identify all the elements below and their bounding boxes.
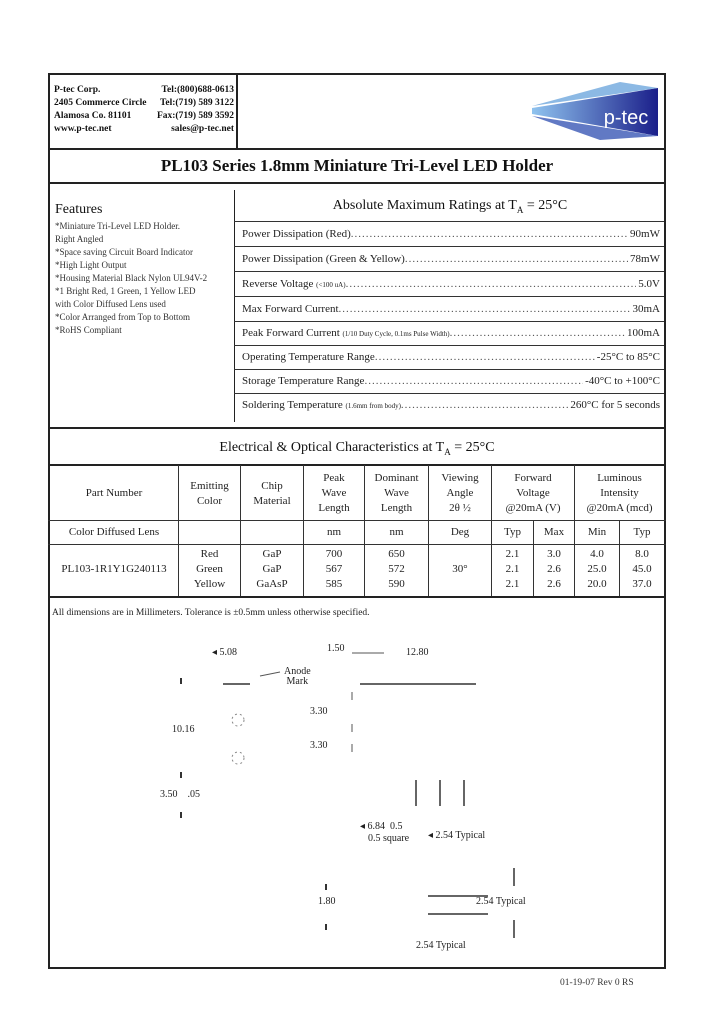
features-heading: Features xyxy=(55,202,103,217)
cell-iv-typ: 8.0 xyxy=(635,548,649,560)
cell-peak: 700 xyxy=(325,548,343,560)
cell-peak: 567 xyxy=(325,563,343,575)
part-number-value: PL103-1R1Y1G240113 xyxy=(61,563,167,575)
viewing-angle-value: 30° xyxy=(452,563,468,575)
rating-divider xyxy=(234,296,664,297)
rating-row: Power Dissipation (Green & Yellow) ..... 78mW xyxy=(242,253,660,265)
rating-divider xyxy=(234,393,664,394)
cell-vf-typ: 2.1 xyxy=(505,578,520,590)
cell-peak: 585 xyxy=(325,578,343,590)
section-rule xyxy=(48,427,666,429)
lens-label: Color Diffused Lens xyxy=(68,526,160,538)
unit-peak: nm xyxy=(326,526,342,538)
fax: Fax:(719) 589 3592 xyxy=(156,111,234,121)
cell-vf-max: 2.6 xyxy=(547,578,561,590)
feature-item: Right Angled xyxy=(55,234,104,244)
email: sales@p-tec.net xyxy=(171,124,234,134)
rating-divider xyxy=(234,369,664,370)
anode-mark-label: Anode Mark xyxy=(284,666,311,687)
rating-row: Storage Temperature Range ..... -40°C to +100°C xyxy=(242,375,660,387)
cell-iv-typ: 45.0 xyxy=(632,563,652,575)
tel-1: Tel:(800)688-0613 xyxy=(161,85,234,95)
dim-3-50: 3.50 .05 xyxy=(160,789,200,800)
ratings-left-border xyxy=(234,190,235,422)
feature-item: *Housing Material Black Nylon UL94V-2 xyxy=(55,273,208,283)
table-bottom-rule xyxy=(48,596,666,598)
website: www.p-tec.net xyxy=(54,124,112,134)
cell-vf-max: 3.0 xyxy=(547,548,561,560)
address-1: 2405 Commerce Circle xyxy=(54,98,147,108)
unit-vf-max: Max xyxy=(543,526,565,538)
ratings-rule xyxy=(234,221,664,222)
tel-2: Tel:(719) 589 3122 xyxy=(159,98,234,108)
cell-vf-typ: 2.1 xyxy=(505,548,520,560)
cell-chip: GaAsP xyxy=(256,578,288,590)
dim-10-16: 10.16 xyxy=(172,724,195,735)
cell-dominant: 590 xyxy=(388,578,405,590)
cell-vf-typ: 2.1 xyxy=(505,563,520,575)
address-2: Alamosa Co. 81101 xyxy=(54,111,132,121)
th-viewing: Viewing Angle 2θ ½ xyxy=(441,472,479,514)
characteristics-heading: Electrical & Optical Characteristics at $T_A = 25^\circ C$ xyxy=(219,440,495,457)
cell-iv-min: 25.0 xyxy=(587,563,607,575)
svg-text:p-tec: p-tec xyxy=(603,107,649,129)
dim-3-30-bottom: 3.30 xyxy=(310,740,328,751)
unit-dominant: nm xyxy=(389,526,404,538)
feature-item: *1 Bright Red, 1 Green, 1 Yellow LED xyxy=(55,286,196,296)
header-row-rule xyxy=(48,520,666,521)
unit-viewing: Deg xyxy=(450,526,470,538)
cell-color: Red xyxy=(200,548,219,560)
rating-divider xyxy=(234,321,664,322)
rating-row: Power Dissipation (Red) ..... 90mW xyxy=(242,228,660,240)
dim-3-30-top: 3.30 xyxy=(310,706,328,717)
rating-row: Reverse Voltage (<100 uA) ..... 5.0V xyxy=(242,278,660,290)
feature-item: *High Light Output xyxy=(55,260,127,270)
title-bottom-rule xyxy=(48,182,666,184)
rating-row: Peak Forward Current (1/10 Duty Cycle, 0.1ms Pulse Width) ..... 100mA xyxy=(242,327,660,339)
dimension-drawing xyxy=(176,640,556,1000)
unit-iv-min: Min xyxy=(587,526,607,538)
ratings-heading: Absolute Maximum Ratings at $T_A = 25^\circ C$ xyxy=(332,198,568,215)
cell-dominant: 572 xyxy=(388,563,405,575)
rating-row: Soldering Temperature (1.6mm from body) ..... 260°C for 5 seconds xyxy=(242,399,660,411)
dim-6-84: ◂ 6.84 0.5 xyxy=(360,821,403,832)
dim-5-08: ◂ 5.08 xyxy=(212,647,238,658)
dim-1-50: 1.50 xyxy=(327,643,345,654)
th-part-number: Part Number xyxy=(85,487,143,499)
header-divider xyxy=(236,73,238,149)
dim-pin-square: 0.5 square xyxy=(368,833,410,844)
cell-chip: GaP xyxy=(262,548,282,560)
ptec-logo-icon xyxy=(530,80,660,142)
ptec-logo xyxy=(530,80,660,142)
cell-chip: GaP xyxy=(262,563,282,575)
th-luminous: Luminous Intensity @20mA (mcd) xyxy=(586,472,653,514)
dim-2-54-typical-3: 2.54 Typical xyxy=(416,940,466,951)
rating-row: Max Forward Current ..... 30mA xyxy=(242,303,660,315)
cell-dominant: 650 xyxy=(388,548,405,560)
th-chip: Chip Material xyxy=(253,480,291,507)
th-peak: Peak Wave Length xyxy=(318,472,350,514)
rating-row: Operating Temperature Range ..... -25°C to 85°C xyxy=(242,351,660,363)
rating-divider xyxy=(234,271,664,272)
dim-12-80: 12.80 xyxy=(406,647,429,658)
rating-divider xyxy=(234,246,664,247)
feature-item: *Color Arranged from Top to Bottom xyxy=(55,312,190,322)
th-forward: Forward Voltage @20mA (V) xyxy=(505,472,561,514)
cell-iv-typ: 37.0 xyxy=(632,578,652,590)
features-block xyxy=(55,202,235,337)
revision-footer: 01-19-07 Rev 0 RS xyxy=(560,978,634,988)
page-title: PL103 Series 1.8mm Miniature Tri-Level LED Holder xyxy=(160,156,554,175)
company-contact xyxy=(54,84,234,136)
feature-item: *RoHS Compliant xyxy=(55,325,122,335)
rating-divider xyxy=(234,345,664,346)
cell-color: Green xyxy=(196,563,223,575)
th-dominant: Dominant Wave Length xyxy=(374,472,419,514)
header-bottom-rule xyxy=(48,148,666,150)
cell-iv-min: 20.0 xyxy=(587,578,607,590)
unit-row-rule xyxy=(48,544,666,545)
unit-vf-typ: Typ xyxy=(504,526,521,538)
company-name: P-tec Corp. xyxy=(54,85,101,95)
dim-2-54-typical-1: ◂ 2.54 Typical xyxy=(428,830,486,841)
feature-item: *Miniature Tri-Level LED Holder. xyxy=(55,221,180,231)
cell-iv-min: 4.0 xyxy=(590,548,604,560)
feature-item: with Color Diffused Lens used xyxy=(55,299,166,309)
dimension-note: All dimensions are in Millimeters. Tolerance is ±0.5mm unless otherwise specified. xyxy=(52,608,370,618)
unit-iv-typ: Typ xyxy=(633,526,651,538)
th-emitting: Emitting Color xyxy=(190,480,229,507)
feature-item: *Space saving Circuit Board Indicator xyxy=(55,247,193,257)
cell-vf-max: 2.6 xyxy=(547,563,561,575)
dim-1-80: 1.80 xyxy=(318,896,336,907)
dim-2-54-typical-2: 2.54 Typical xyxy=(476,896,526,907)
cell-color: Yellow xyxy=(193,578,226,590)
